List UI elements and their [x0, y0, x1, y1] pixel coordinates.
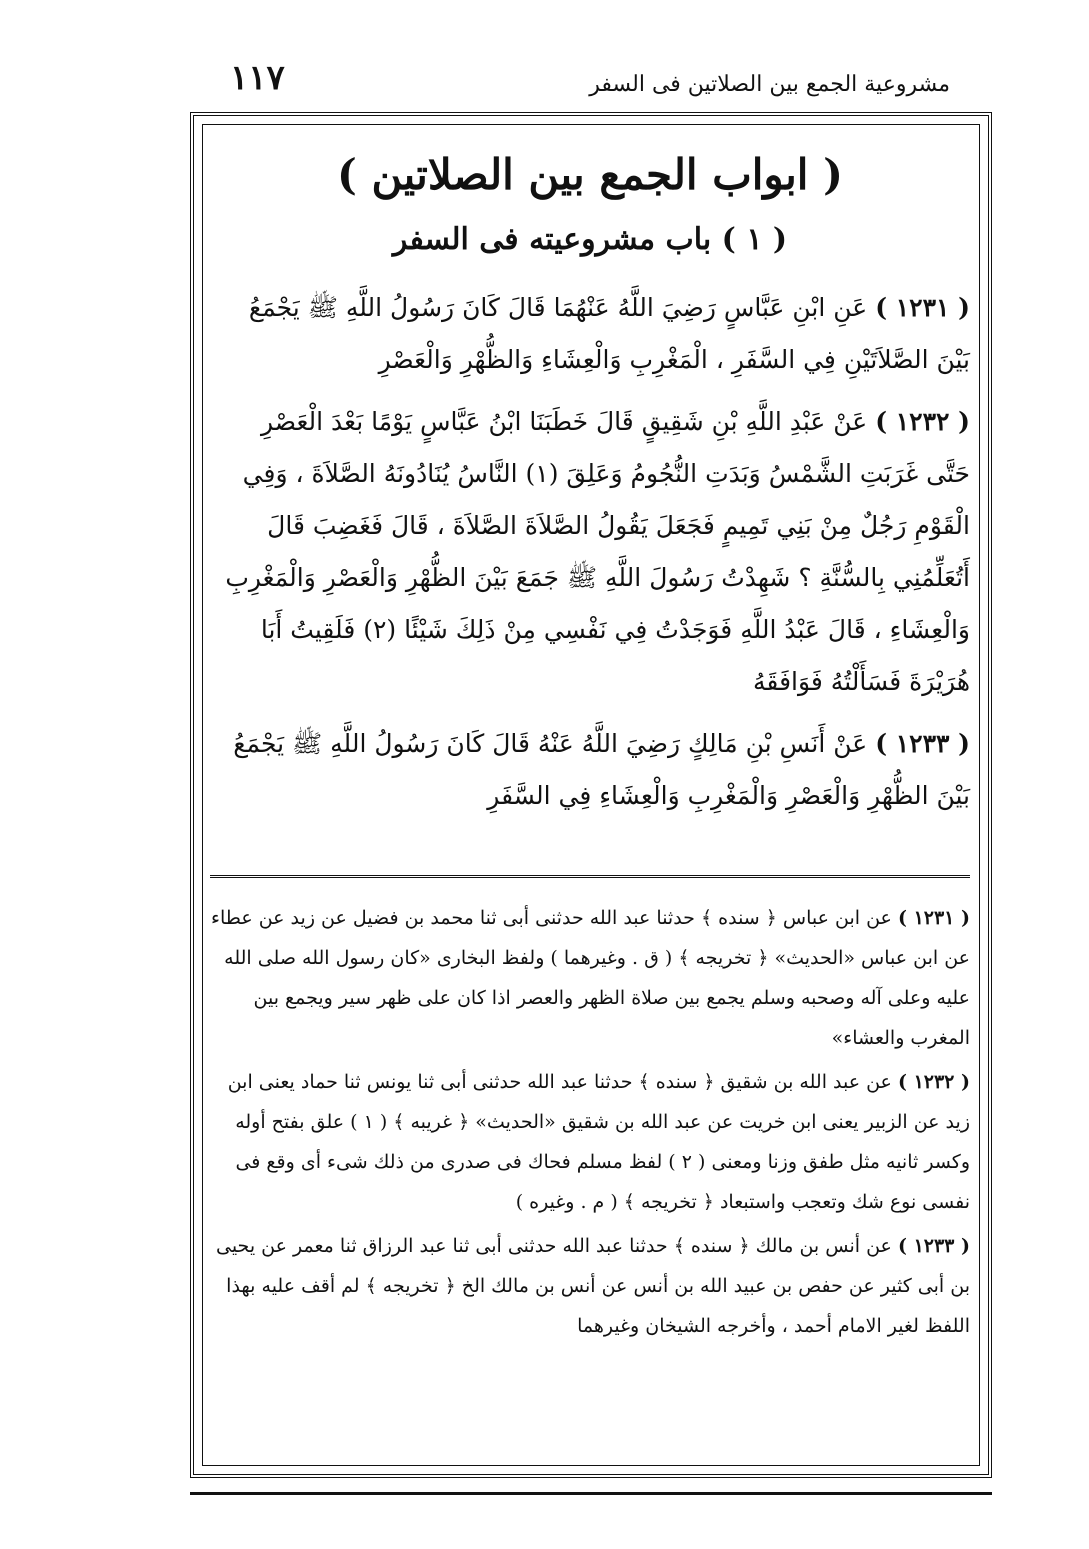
- note-number: ( ١٢٣٢ ): [897, 1071, 970, 1093]
- running-head: [190, 58, 990, 118]
- page-number: ١١٧: [230, 58, 285, 98]
- hadith-text: عَنْ أَنَسِ بْنِ مَالِكٍ رَضِيَ اللَّهُ عَنْهُ قَالَ كَانَ رَسُولُ اللَّهِ ﷺ يَجْمَعُ بَيْنَ الظُّهْرِ وَالْعَصْرِ وَالْمَغْرِبِ وَالْعِشَاءِ فِي السَّفَرِ: [233, 729, 970, 810]
- note-1231: [210, 898, 970, 1058]
- note-number: ( ١٢٣١ ): [897, 907, 970, 929]
- bottom-rule: [190, 1492, 992, 1495]
- hadith-text: عَنْ عَبْدِ اللَّهِ بْنِ شَقِيقٍ قَالَ خَطَبَنَا ابْنُ عَبَّاسٍ يَوْمًا بَعْدَ الْعَصْرِ حَتَّى غَرَبَتِ الشَّمْسُ وَبَدَتِ النُّجُومُ وَعَلِقَ (١) النَّاسُ يُنَادُونَهُ الصَّلاَةَ ، وَفِي الْقَوْمِ رَجُلٌ مِنْ بَنِي تَمِيمٍ فَجَعَلَ يَقُولُ الصَّلاَةَ الصَّلاَةَ ، قَالَ فَغَضِبَ قَالَ أَتُعَلِّمُنِي بِالسُّنَّةِ ؟ شَهِدْتُ رَسُولَ اللَّهِ ﷺ جَمَعَ بَيْنَ الظُّهْرِ وَالْعَصْرِ وَالْمَغْرِبِ وَالْعِشَاءِ ، قَالَ عَبْدُ اللَّهِ فَوَجَدْتُ فِي نَفْسِي مِنْ ذَلِكَ شَيْئًا (٢) فَلَقِيتُ أَبَا هُرَيْرَةَ فَسَأَلْتُهُ فَوَافَقَهُ: [225, 407, 970, 696]
- note-1232: [210, 1062, 970, 1222]
- note-1233: [210, 1226, 970, 1346]
- note-number: ( ١٢٣٣ ): [897, 1235, 970, 1257]
- hadith-number: ( ١٢٣١ ): [875, 293, 970, 322]
- hadith-1232: [210, 396, 970, 708]
- hadith-1233: [210, 718, 970, 822]
- note-text: عن أنس بن مالك ﴿ سنده ﴾ حدثنا عبد الله حدثنى أبى ثنا عبد الرزاق ثنا معمر عن يحيى بن أبى كثير عن حفص بن عبيد الله بن أنس عن أنس بن مالك الخ ﴿ تخريجه ﴾ لم أقف عليه بهذا اللفظ لغير الامام أحمد ، وأخرجه الشيخان وغيرهما: [215, 1235, 970, 1337]
- hadith-1231: [210, 282, 970, 386]
- section-divider: [210, 875, 970, 878]
- hadith-number: ( ١٢٣٣ ): [875, 729, 970, 758]
- book-heading: ( ابواب الجمع بين الصلاتين ): [337, 150, 843, 199]
- hadith-text: عَنِ ابْنِ عَبَّاسٍ رَضِيَ اللَّهُ عَنْهُمَا قَالَ كَانَ رَسُولُ اللَّهِ ﷺ يَجْمَعُ بَيْنَ الصَّلاَتَيْنِ فِي السَّفَرِ ، الْمَغْرِبِ وَالْعِشَاءِ وَالظُّهْرِ وَالْعَصْرِ: [248, 293, 970, 374]
- running-title: مشروعية الجمع بين الصلاتين فى السفر: [589, 72, 950, 97]
- chapter-heading: ( ١ ) باب مشروعيته فى السفر: [392, 222, 788, 257]
- hadith-section: [210, 282, 970, 832]
- hadith-number: ( ١٢٣٢ ): [875, 407, 970, 436]
- commentary-section: [210, 898, 970, 1350]
- note-text: عن عبد الله بن شقيق ﴿ سنده ﴾ حدثنا عبد الله حدثنى أبى ثنا يونس ثنا حماد يعنى ابن زيد عن الزبير يعنى ابن خريت عن عبد الله بن شقيق «الحديث» ﴿ غريبه ﴾ ( ١ ) علق بفتح أوله وكسر ثانيه مثل طفق وزنا ومعنى ( ٢ ) لفظ مسلم فحاك فى صدرى من ذلك شىء أى وقع فى نفسى نوع شك وتعجب واستبعاد ﴿ تخريجه ﴾ ( م . وغيره ): [227, 1071, 970, 1213]
- note-text: عن ابن عباس ﴿ سنده ﴾ حدثنا عبد الله حدثنى أبى ثنا محمد بن فضيل عن زيد عن عطاء عن ابن عباس «الحديث» ﴿ تخريجه ﴾ ( ق . وغيرهما ) ولفظ البخارى «كان رسول الله صلى الله عليه وعلى آله وصحبه وسلم يجمع بين صلاة الظهر والعصر اذا كان على ظهر سير ويجمع بين المغرب والعشاء»: [211, 907, 970, 1049]
